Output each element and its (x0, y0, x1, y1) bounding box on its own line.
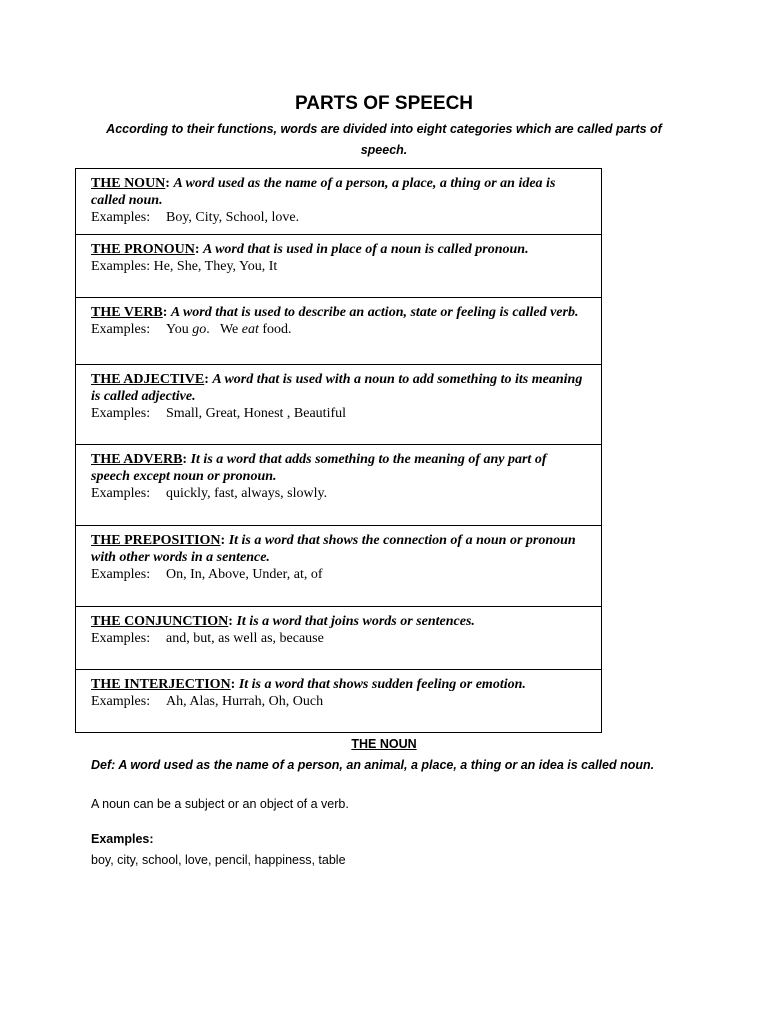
part-definition: It is a word that adds something to the meaning of any part of speech except noun or pronoun. (91, 452, 547, 484)
part-examples: Ah, Alas, Hurrah, Oh, Ouch (166, 694, 324, 709)
parts-of-speech-table (75, 168, 602, 733)
part-heading: THE ADVERB (91, 452, 183, 467)
part-heading: THE ADJECTIVE (91, 372, 205, 387)
part-row-noun: THE NOUN: A word used as the name of a person, a place, a thing or an idea is called noun. Examples: Boy, City, School, love. (76, 169, 601, 235)
part-definition: It is a word that joins words or sentences. (236, 614, 475, 629)
part-definition: A word that is used in place of a noun is called pronoun. (203, 242, 529, 257)
part-definition: A word used as the name of a person, a place, a thing or an idea is called noun. (91, 176, 556, 208)
part-row-adverb: THE ADVERB: It is a word that adds something to the meaning of any part of speech except noun or pronoun. Examples: quickly, fast, always, slowly. (76, 445, 601, 526)
part-definition: It is a word that shows sudden feeling or emotion. (238, 677, 526, 692)
page-title: PARTS OF SPEECH (294, 93, 474, 114)
examples-label: Examples: (91, 567, 151, 582)
examples-label: Examples: (91, 259, 151, 274)
part-row-preposition: THE PREPOSITION: It is a word that shows the connection of a noun or pronoun with other words in a sentence. Examples: On, In, Above, Under, at, of (76, 526, 601, 607)
part-heading: THE CONJUNCTION (91, 614, 229, 629)
examples-label: Examples: (91, 486, 151, 501)
part-examples: and, but, as well as, because (166, 631, 324, 646)
noun-section-title: THE NOUN (351, 737, 417, 751)
part-row-adjective: THE ADJECTIVE: A word that is used with a noun to add something to its meaning is called adjective. Examples: Small, Great, Honest , Beautiful (76, 365, 601, 445)
part-heading: THE PREPOSITION (91, 533, 221, 548)
examples-label: Examples: (91, 406, 151, 421)
noun-section-definition: Def: A word used as the name of a person, an animal, a place, a thing or an idea is called noun. (91, 758, 655, 772)
part-row-interjection: THE INTERJECTION: It is a word that shows sudden feeling or emotion. Examples: Ah, Alas, Hurrah, Oh, Ouch (91, 677, 526, 709)
noun-examples-heading: Examples: (91, 832, 154, 846)
part-heading: THE VERB (91, 305, 163, 320)
noun-section-note: A noun can be a subject or an object of a verb. (91, 797, 349, 811)
examples-label: Examples: (91, 210, 151, 225)
part-definition: A word that is used with a noun to add something to its meaning is called adjective. (91, 372, 583, 404)
part-heading: THE PRONOUN (91, 242, 195, 257)
part-heading: THE NOUN (91, 176, 166, 191)
noun-examples-list: boy, city, school, love, pencil, happiness, table (91, 853, 346, 867)
page-subtitle: According to their functions, words are divided into eight categories which are called parts of speech. (106, 122, 662, 157)
examples-label: Examples: (91, 631, 151, 646)
part-examples: On, In, Above, Under, at, of (166, 567, 323, 582)
examples-label: Examples: (91, 694, 151, 709)
part-examples: Boy, City, School, love. (166, 210, 300, 225)
part-examples: quickly, fast, always, slowly. (166, 486, 328, 501)
part-heading: THE INTERJECTION (91, 677, 231, 692)
part-definition: It is a word that shows the connection of a noun or pronoun with other words in a sentence. (91, 533, 576, 565)
part-examples: You go. We eat food. (166, 322, 292, 337)
part-examples: Small, Great, Honest , Beautiful (166, 406, 347, 421)
part-examples: He, She, They, You, It (153, 259, 278, 274)
part-row-conjunction: THE CONJUNCTION: It is a word that joins words or sentences. Examples: and, but, as well as, because (76, 607, 601, 670)
part-definition: A word that is used to describe an action, state or feeling is called verb. (170, 305, 579, 320)
part-row-verb: THE VERB: A word that is used to describe an action, state or feeling is called verb. Examples: You go. We eat food. (76, 298, 601, 365)
examples-label: Examples: (91, 322, 151, 337)
part-row-pronoun: THE PRONOUN: A word that is used in place of a noun is called pronoun. Examples: He, She, They, You, It (76, 235, 601, 298)
